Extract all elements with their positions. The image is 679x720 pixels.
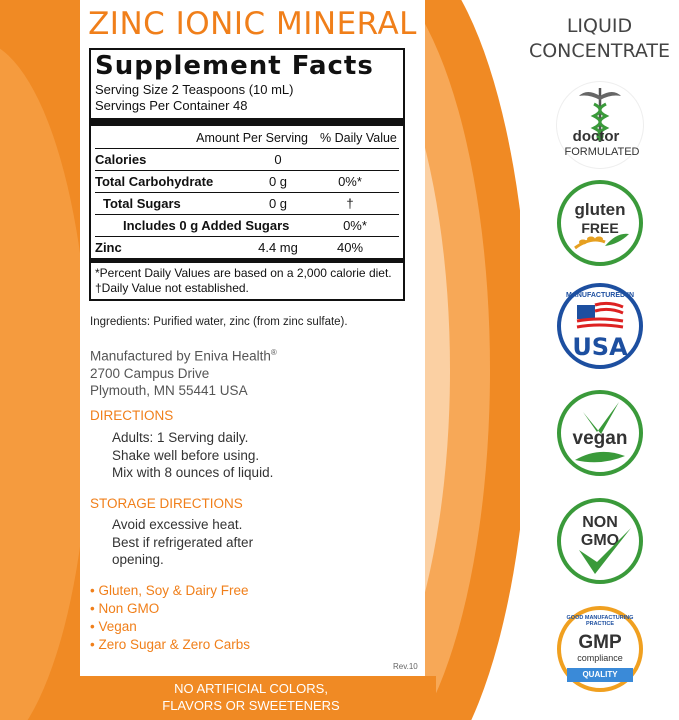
- storage-line: Avoid excessive heat.: [112, 517, 243, 532]
- background-band-right: [420, 0, 520, 720]
- manufactured-in-arc: MANUFACTURED IN: [565, 292, 635, 299]
- nutrient-name: Includes 0 g Added Sugars: [123, 218, 290, 233]
- made-in-usa-badge: [557, 283, 643, 369]
- serving-size: Serving Size 2 Teaspoons (10 mL): [95, 82, 294, 97]
- nutrient-name: Zinc: [95, 240, 122, 255]
- nutrient-dv: †: [346, 196, 354, 211]
- vegan-badge: [557, 390, 643, 476]
- storage-line: Best if refrigerated after: [112, 534, 254, 550]
- list-item: • Zero Sugar & Zero Carbs: [90, 637, 251, 652]
- liquid-concentrate-heading: [520, 14, 679, 64]
- manufacturer-name: Manufactured by Eniva Health: [90, 348, 271, 364]
- list-item: • Gluten, Soy & Dairy Free: [90, 583, 249, 598]
- table-row: [95, 193, 399, 215]
- footnote-daily-values: *Percent Daily Values are based on a 2,000 calorie diet.: [95, 266, 392, 280]
- gmp-badge: [557, 606, 643, 692]
- directions-heading: DIRECTIONS: [90, 408, 174, 423]
- doctor-formulated-badge: [557, 82, 643, 168]
- gmp-arc-text: GOOD MANUFACTURING PRACTICE: [566, 615, 634, 627]
- nutrient-amount: 0 g: [268, 174, 288, 189]
- vegan-word: vegan: [572, 428, 628, 449]
- non-gmo-badge: [557, 498, 643, 584]
- registered-mark: ®: [270, 348, 277, 357]
- product-title: ZINC IONIC MINERAL: [88, 6, 417, 42]
- storage-line: opening.: [112, 552, 164, 567]
- check-leaf-icon: [561, 502, 639, 580]
- directions-line: Adults: 1 Serving daily.: [112, 430, 249, 445]
- nutrient-amount: 0: [274, 152, 282, 167]
- nutrient-name: Total Carbohydrate: [95, 174, 214, 189]
- servings-per-container: Servings Per Container 48: [95, 98, 248, 113]
- storage-body: [112, 516, 253, 569]
- list-item: • Vegan: [90, 619, 137, 634]
- table-row: [95, 149, 399, 171]
- wheat-icon: [561, 184, 639, 262]
- gluten-word: gluten: [574, 200, 626, 219]
- background-band-left: [0, 0, 80, 720]
- directions-line: Mix with 8 ounces of liquid.: [112, 465, 274, 480]
- table-row: [95, 215, 399, 237]
- list-item: • Non GMO: [90, 601, 160, 616]
- nutrient-dv: 40%: [336, 240, 364, 255]
- revision-number: Rev.10: [393, 662, 418, 671]
- gmp-word: GMP: [578, 632, 622, 653]
- amount-per-serving-header: Amount Per Serving: [196, 131, 308, 145]
- directions-line: Shake well before using.: [112, 447, 260, 463]
- bottom-banner: [66, 676, 436, 720]
- heading-line: LIQUID: [566, 15, 633, 37]
- daily-value-header: % Daily Value: [320, 131, 397, 145]
- gmo-word: GMO: [580, 532, 620, 549]
- banner-line: FLAVORS OR SWEETENERS: [162, 698, 340, 713]
- manufacturer-info: [90, 344, 277, 399]
- nutrient-amount: 0 g: [268, 196, 288, 211]
- ingredients-text: Ingredients: Purified water, zinc (from zinc sulfate).: [90, 316, 348, 328]
- storage-heading: STORAGE DIRECTIONS: [90, 496, 243, 511]
- product-label: [80, 0, 425, 720]
- nutrient-name: Calories: [95, 152, 147, 167]
- usa-word: USA: [572, 333, 628, 361]
- compliance-word: compliance: [577, 653, 623, 663]
- gluten-free-badge: [557, 180, 643, 266]
- non-word: NON: [582, 514, 618, 531]
- formulated-word: FORMULATED: [564, 146, 640, 158]
- table-row: [95, 237, 399, 258]
- free-word: FREE: [581, 220, 619, 236]
- nutrient-amount: 4.4 mg: [258, 240, 298, 255]
- facts-column-header: [95, 128, 399, 149]
- facts-footnotes: [95, 263, 399, 299]
- nutrient-dv: [315, 149, 385, 170]
- directions-body: [112, 429, 273, 482]
- manufacturer-street: 2700 Campus Drive: [90, 365, 210, 381]
- table-row: [95, 171, 399, 193]
- facts-heading: Supplement Facts: [95, 51, 374, 81]
- feature-list: [90, 582, 250, 654]
- divider-thick: [91, 118, 403, 126]
- footnote-not-established: †Daily Value not established.: [95, 281, 249, 295]
- banner-line: NO ARTIFICIAL COLORS,: [174, 681, 328, 696]
- quality-ribbon: QUALITY: [567, 668, 633, 682]
- doctor-word: doctor: [572, 128, 620, 145]
- supplement-facts-panel: [89, 48, 405, 301]
- nutrient-dv: 0%*: [338, 174, 362, 189]
- nutrient-dv: 0%*: [343, 218, 367, 233]
- nutrient-name: Total Sugars: [103, 196, 181, 211]
- heading-line: CONCENTRATE: [528, 40, 671, 62]
- manufacturer-city: Plymouth, MN 55441 USA: [90, 382, 248, 398]
